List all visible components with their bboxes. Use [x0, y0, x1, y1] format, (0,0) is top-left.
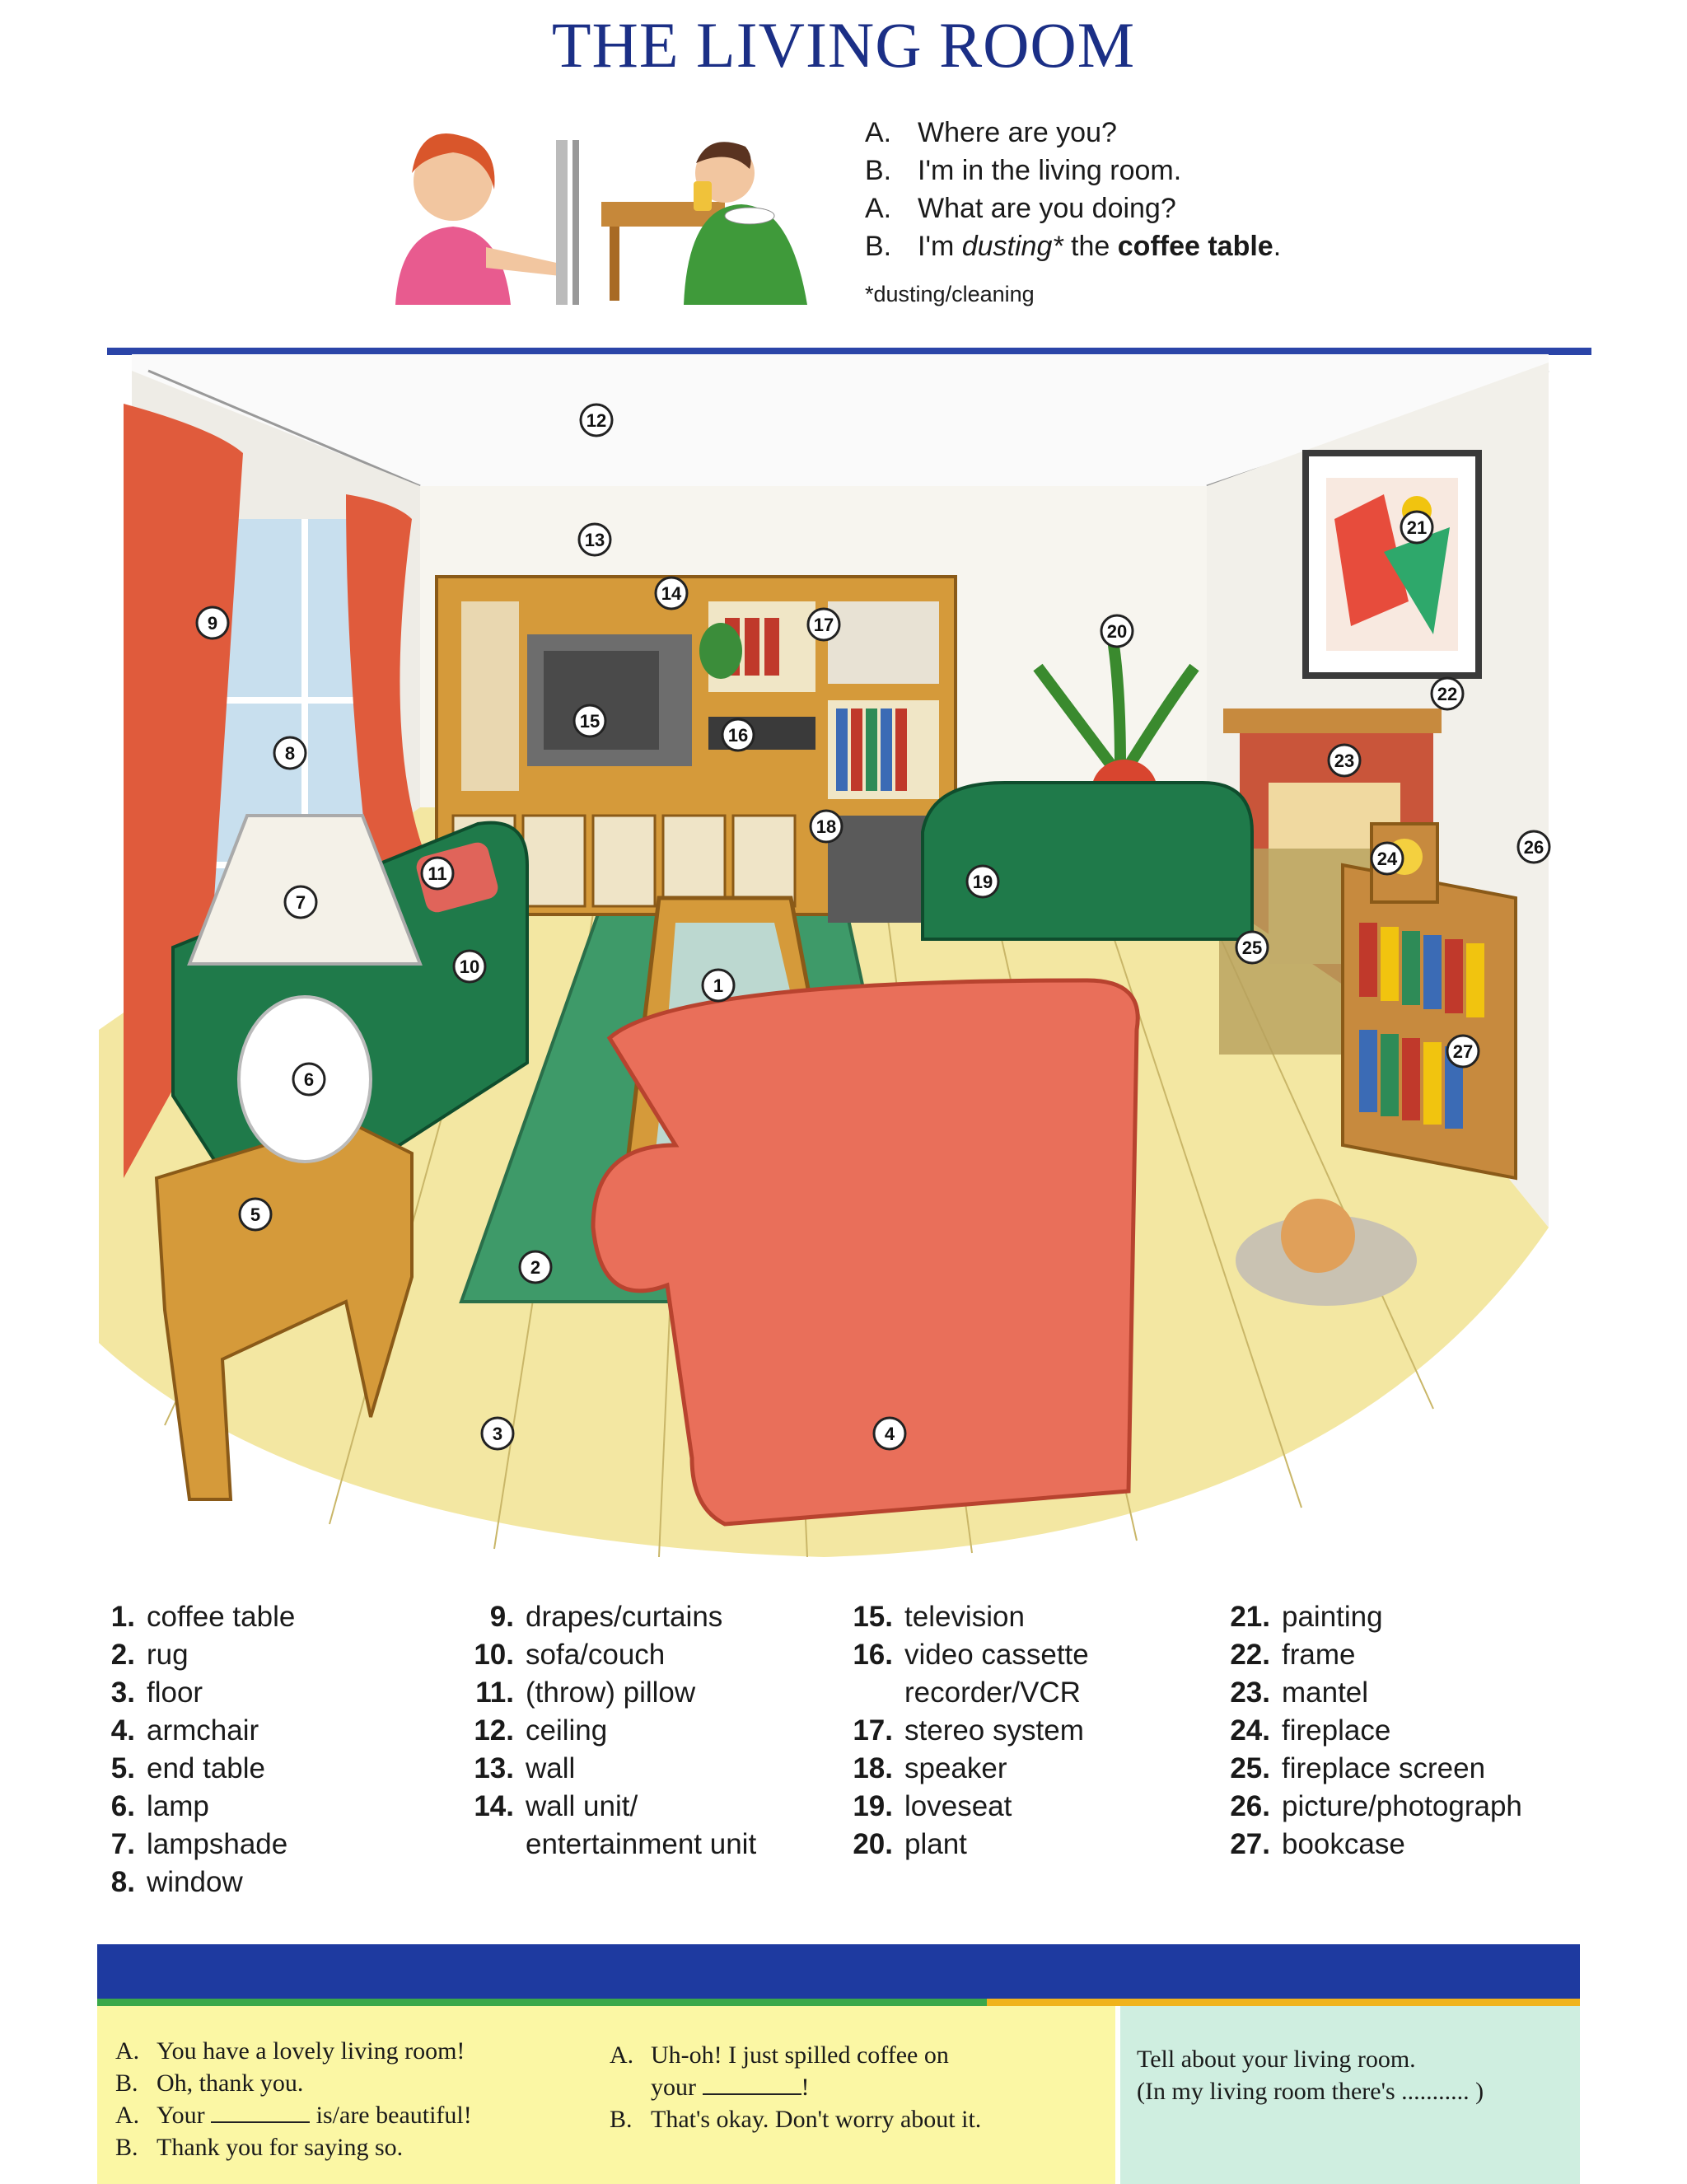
- vocab-item: 24. fireplace: [1230, 1714, 1391, 1747]
- fill-in-blank: [211, 2100, 310, 2123]
- vocab-item: 15. television: [853, 1601, 1025, 1633]
- callout-24: [1372, 843, 1403, 874]
- vocab-item-continuation: recorder/VCR: [904, 1677, 1081, 1709]
- callout-9: [197, 607, 228, 638]
- vocab-item: 7. lampshade: [110, 1828, 288, 1860]
- callout-number: 6: [303, 1069, 315, 1090]
- callout-number: 21: [1406, 517, 1428, 538]
- vocab-item: 3. floor: [110, 1677, 203, 1709]
- practice-band: [97, 1944, 1580, 1999]
- callout-10: [454, 951, 485, 982]
- callout-18: [811, 811, 842, 842]
- fill-in-blank: [703, 2072, 801, 2095]
- callout-number: 3: [492, 1424, 503, 1444]
- callout-23: [1329, 745, 1360, 776]
- vocab-item: 10. sofa/couch: [474, 1639, 666, 1671]
- vocab-item: 4. armchair: [110, 1714, 259, 1747]
- dialog-footnote: *dusting/cleaning: [865, 282, 1035, 306]
- stereo-system: [828, 601, 939, 684]
- callout-25: [1236, 932, 1268, 963]
- dialog-line: A. Where are you?: [865, 117, 1117, 148]
- callout-number: 5: [250, 1204, 261, 1225]
- callout-number: 11: [428, 863, 447, 884]
- speaker: [828, 816, 927, 923]
- dialog-line: A. What are you doing?: [865, 193, 1176, 224]
- callout-16: [722, 719, 754, 751]
- callout-number: 25: [1241, 938, 1263, 958]
- vocab-item: 12. ceiling: [474, 1714, 608, 1747]
- callout-number: 24: [1376, 849, 1398, 869]
- callout-6: [293, 1064, 325, 1095]
- vocab-item: 2. rug: [110, 1639, 189, 1671]
- callout-number: 8: [284, 743, 296, 764]
- callout-21: [1401, 512, 1432, 543]
- callout-22: [1432, 678, 1463, 709]
- bookcase: [1343, 865, 1516, 1178]
- vocab-column-3: [840, 1598, 1089, 1864]
- callout-number: 7: [295, 892, 306, 913]
- vocab-item: 5. end table: [110, 1752, 266, 1784]
- vocab-item: 16. video cassette: [853, 1639, 1089, 1671]
- discussion-prompt: Tell about your living room. (In my living room there's ........... ): [1137, 2046, 1484, 2105]
- vocab-column-1: [82, 1598, 295, 1901]
- callout-8: [274, 737, 306, 769]
- callout-13: [579, 524, 610, 555]
- vocab-item: 14. wall unit/: [474, 1790, 638, 1822]
- callout-4: [874, 1418, 905, 1449]
- callout-17: [808, 609, 839, 640]
- vocab-item: 9. drapes/curtains: [489, 1601, 723, 1633]
- callout-number: 2: [530, 1257, 541, 1278]
- callout-7: [285, 886, 316, 918]
- callout-19: [967, 866, 998, 897]
- callout-3: [482, 1418, 513, 1449]
- dialog-line: B. I'm dusting* the coffee table.: [865, 231, 1282, 262]
- callout-number: 10: [459, 956, 480, 977]
- callout-number: 13: [584, 530, 605, 550]
- callout-number: 4: [884, 1424, 895, 1444]
- door-frame: [556, 140, 568, 305]
- vocab-item: 11. (throw) pillow: [475, 1677, 696, 1709]
- practice-band-stripe: [97, 1999, 1580, 2006]
- callout-20: [1101, 615, 1133, 647]
- vocab-item: 26. picture/photograph: [1230, 1790, 1522, 1822]
- vocab-item: 22. frame: [1230, 1639, 1356, 1671]
- callout-5: [240, 1199, 271, 1230]
- callout-14: [656, 578, 687, 609]
- callout-15: [574, 705, 605, 737]
- vocab-item: 25. fireplace screen: [1230, 1752, 1486, 1784]
- vocab-item: 8. window: [110, 1866, 243, 1898]
- callout-number: 18: [815, 816, 837, 837]
- callout-number: 12: [586, 410, 607, 431]
- vocab-item-continuation: entertainment unit: [526, 1828, 757, 1860]
- vocab-item: 19. loveseat: [853, 1790, 1012, 1822]
- callout-12: [581, 405, 612, 436]
- living-room-illustration: [99, 354, 1598, 1565]
- vocab-item: 18. speaker: [853, 1752, 1007, 1784]
- vocab-item: 20. plant: [853, 1828, 967, 1860]
- vocab-column-2: [461, 1598, 756, 1864]
- callout-1: [703, 970, 734, 1001]
- intro-illustration: [362, 124, 840, 305]
- callout-11: [422, 858, 453, 889]
- callout-number: 16: [727, 725, 749, 746]
- callout-number: 14: [661, 583, 682, 604]
- vocab-item: 13. wall: [474, 1752, 576, 1784]
- vocab-item: 21. painting: [1230, 1601, 1383, 1633]
- vocab-item: 1. coffee table: [110, 1601, 296, 1633]
- callout-27: [1447, 1036, 1479, 1067]
- conversation-1: A. You have a lovely living room! B. Oh, thank you. A. Your is/are beautiful! B. Thank you for saying so.: [115, 2037, 472, 2161]
- vocab-item: 27. bookcase: [1230, 1828, 1405, 1860]
- dialog-line: B. I'm in the living room.: [865, 155, 1182, 186]
- callout-number: 9: [207, 613, 218, 634]
- conversation-2: A. Uh-oh! I just spilled coffee on your ! B. That's okay. Don't worry about it.: [610, 2041, 982, 2133]
- callout-number: 22: [1437, 684, 1458, 704]
- vocab-item: 17. stereo system: [853, 1714, 1084, 1747]
- callout-number: 20: [1106, 621, 1128, 642]
- vocab-item: 6. lamp: [110, 1790, 209, 1822]
- callout-number: 23: [1334, 751, 1355, 771]
- spray-bottle: [694, 181, 712, 211]
- callout-number: 19: [972, 872, 993, 892]
- callout-number: 15: [579, 711, 600, 732]
- vocab-item: 23. mantel: [1230, 1677, 1369, 1709]
- callout-26: [1518, 831, 1549, 863]
- intro-dialog: [865, 114, 1281, 313]
- page-title: THE LIVING ROOM: [551, 9, 1136, 81]
- mantel: [1223, 709, 1442, 733]
- vocab-column-4: [1217, 1598, 1522, 1864]
- callout-2: [520, 1251, 551, 1283]
- callout-number: 27: [1452, 1041, 1474, 1062]
- callout-number: 17: [813, 615, 834, 635]
- callout-number: 1: [713, 975, 724, 996]
- loveseat: [923, 783, 1252, 939]
- callout-number: 26: [1523, 837, 1544, 858]
